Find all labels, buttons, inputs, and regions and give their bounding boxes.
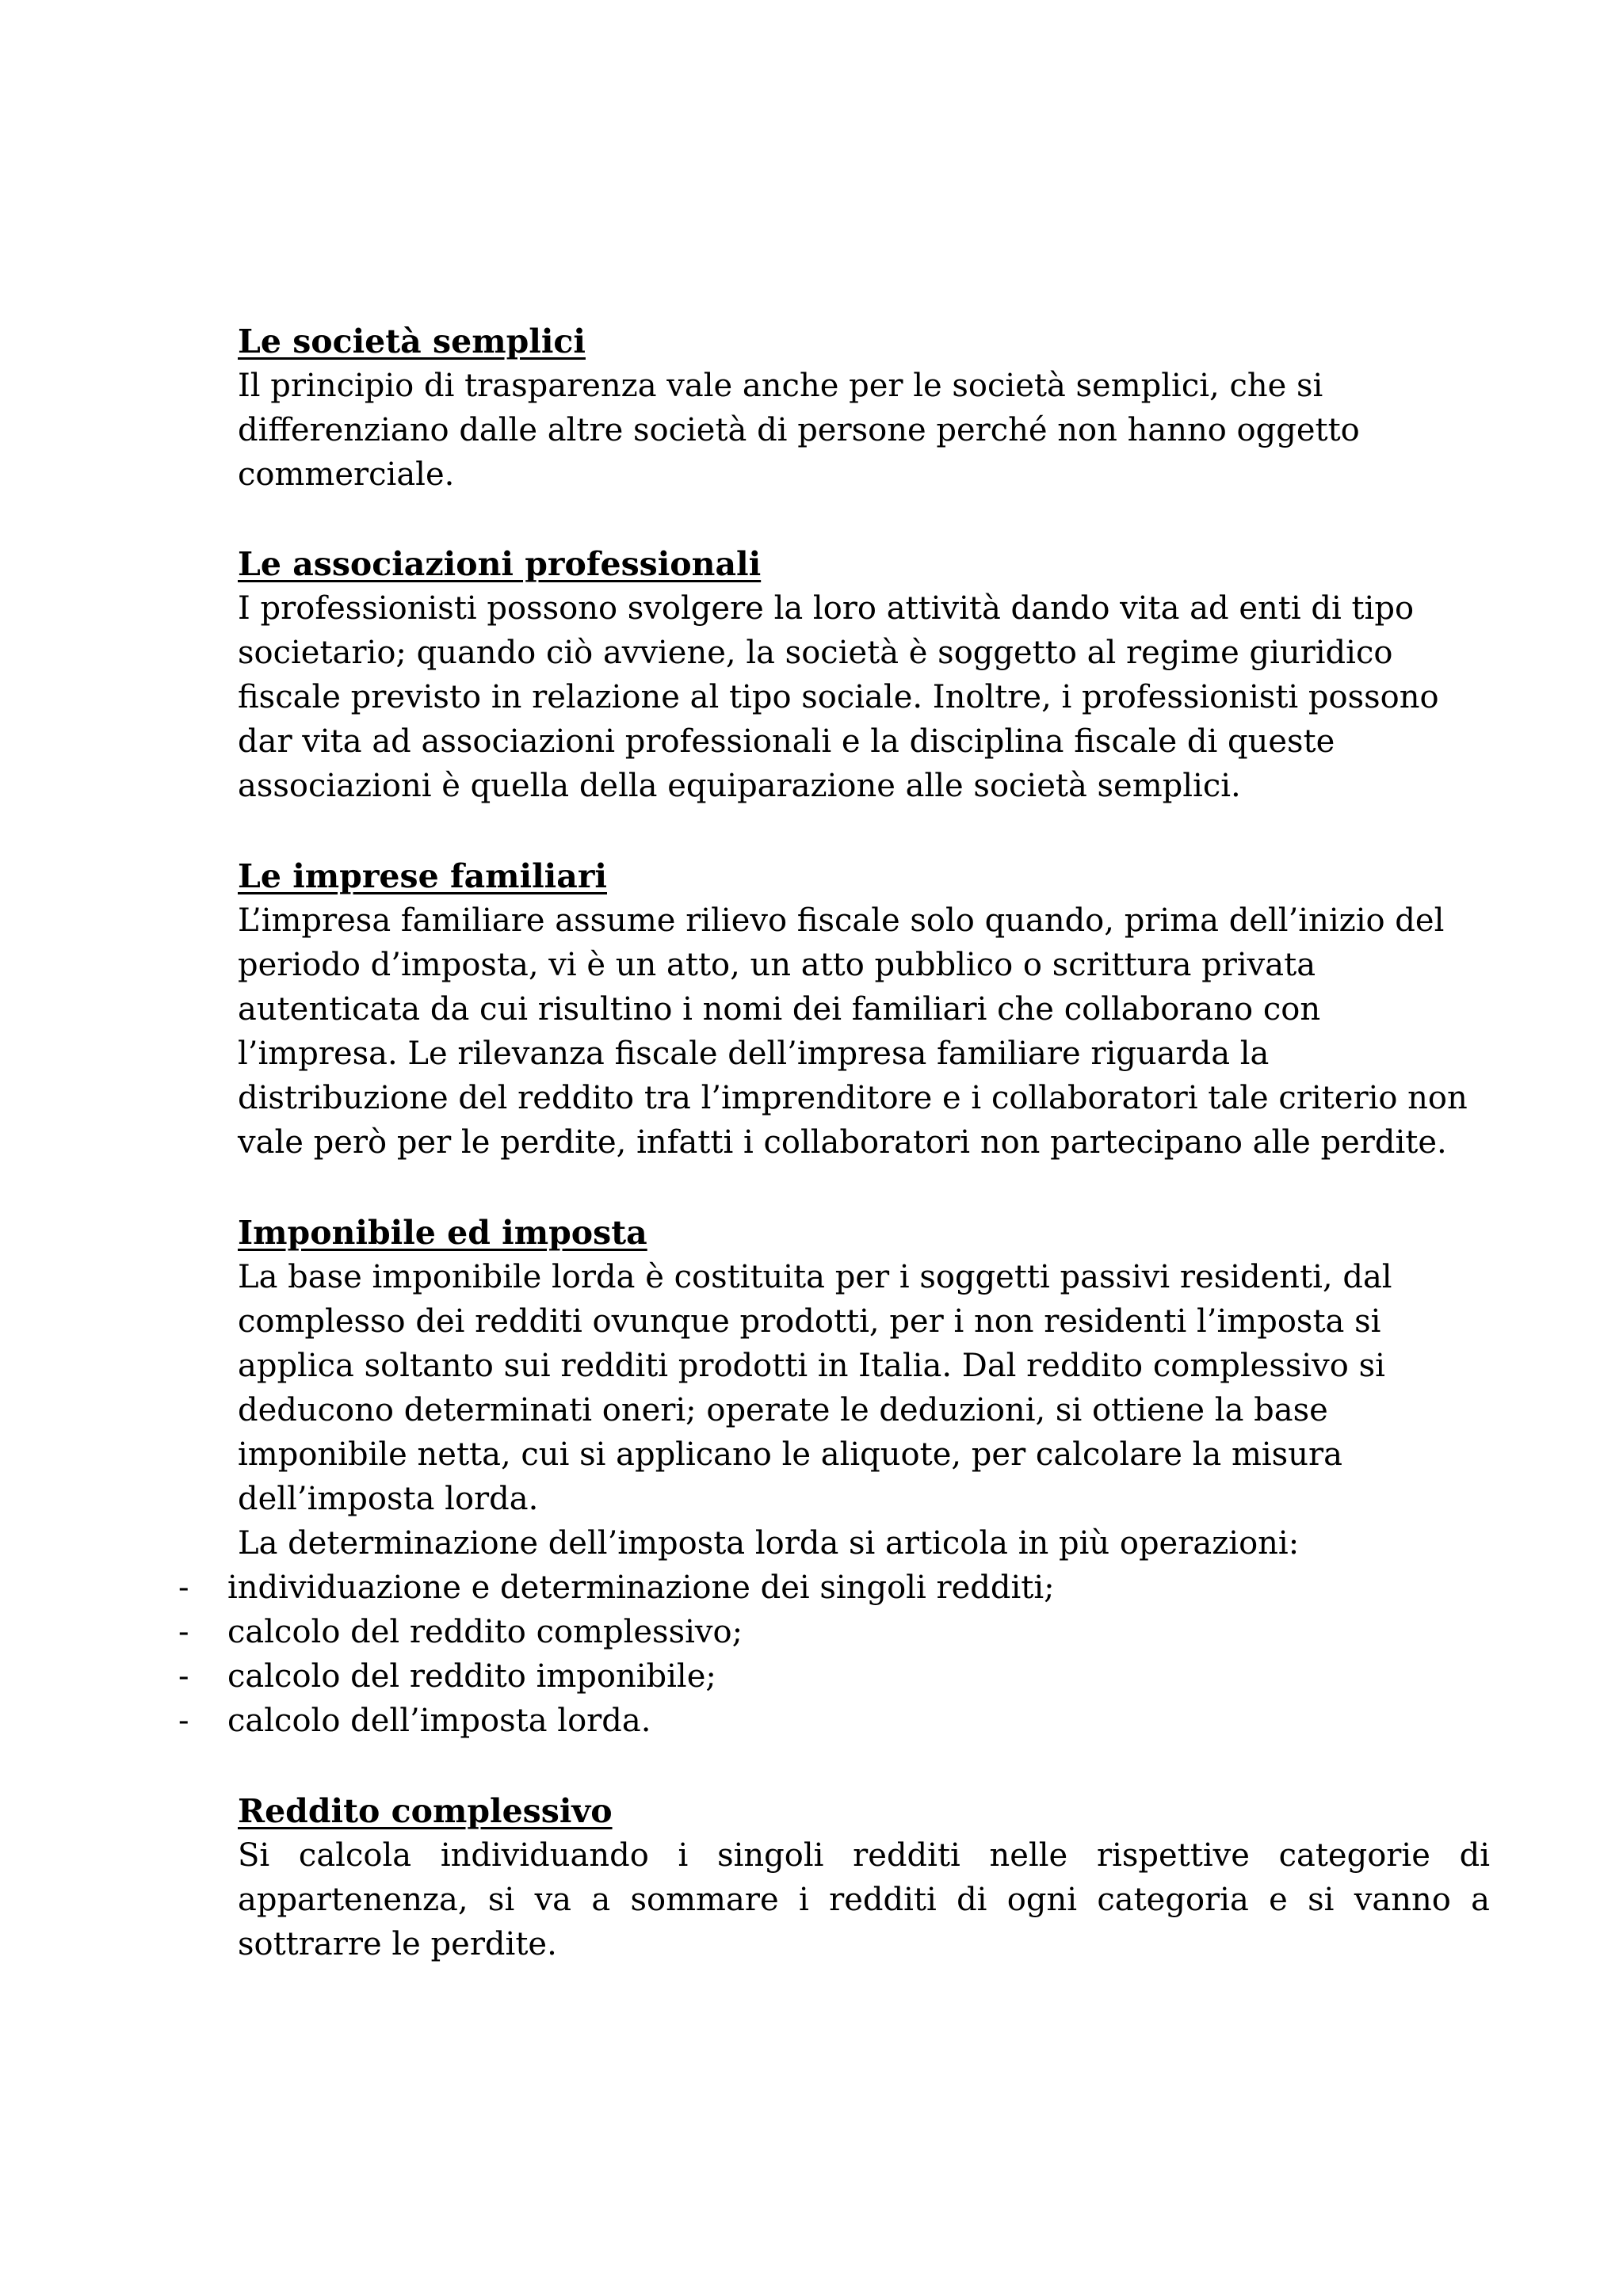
list-item-text: calcolo del reddito complessivo; — [227, 1614, 743, 1650]
paragraph-line: autenticata da cui risultino i nomi dei familiari che collaborano con — [238, 991, 1321, 1028]
paragraph-line: L’impresa familiare assume rilievo fiscale solo quando, prima dell’inizio del — [238, 902, 1445, 939]
dash-bullet-icon: - — [178, 1614, 189, 1650]
paragraph-line: l’impresa. Le rilevanza fiscale dell’impresa familiare riguarda la — [238, 1035, 1270, 1072]
section-heading: Le imprese familiari — [238, 857, 607, 895]
paragraph-line: imponibile netta, cui si applicano le aliquote, per calcolare la misura — [238, 1436, 1342, 1473]
section-societa-semplici — [238, 319, 1490, 497]
list-item-text: calcolo del reddito imponibile; — [227, 1658, 716, 1695]
paragraph-line: distribuzione del reddito tra l’imprenditore e i collaboratori tale criterio non — [238, 1080, 1468, 1116]
paragraph-line: dar vita ad associazioni professionali e la disciplina fiscale di queste — [238, 723, 1335, 760]
paragraph-line: I professionisti possono svolgere la loro attività dando vita ad enti di tipo — [238, 590, 1415, 627]
paragraph-line: commerciale. — [238, 456, 455, 493]
dash-bullet-icon: - — [178, 1703, 189, 1739]
paragraph-line: applica soltanto sui redditi prodotti in Italia. Dal reddito complessivo si — [238, 1348, 1385, 1384]
section-heading: Reddito complessivo — [238, 1792, 613, 1830]
list-item — [0, 1654, 1623, 1699]
list-item-text: calcolo dell’imposta lorda. — [227, 1703, 651, 1739]
paragraph-line: complesso dei redditi ovunque prodotti, per i non residenti l’imposta si — [238, 1303, 1381, 1340]
list-item-text: individuazione e determinazione dei singoli redditi; — [227, 1569, 1055, 1606]
paragraph-line: sottrarre le perdite. — [238, 1926, 557, 1962]
section-imprese-familiari — [238, 854, 1490, 1165]
operations-list — [0, 1566, 1623, 1743]
paragraph-line: fiscale previsto in relazione al tipo sociale. Inoltre, i professionisti possono — [238, 679, 1439, 715]
section-reddito-complessivo — [238, 1789, 1490, 1966]
list-item — [0, 1566, 1623, 1610]
paragraph-line: appartenenza, si va a sommare i redditi di ogni categoria e si vanno a — [238, 1882, 1490, 1918]
paragraph-line: deducono determinati oneri; operate le deduzioni, si ottiene la base — [238, 1392, 1328, 1428]
section-heading: Le associazioni professionali — [238, 545, 762, 583]
paragraph-line: societario; quando ciò avviene, la società è soggetto al regime giuridico — [238, 635, 1393, 671]
dash-bullet-icon: - — [178, 1658, 189, 1695]
paragraph-line: vale però per le perdite, infatti i collaboratori non partecipano alle perdite. — [238, 1124, 1447, 1161]
paragraph-line: dell’imposta lorda. — [238, 1481, 539, 1517]
paragraph-line: associazioni è quella della equiparazione alle società semplici. — [238, 768, 1241, 804]
section-heading: Le società semplici — [238, 322, 586, 360]
list-item — [0, 1610, 1623, 1654]
section-associazioni-professionali — [238, 542, 1490, 808]
paragraph-line: periodo d’imposta, vi è un atto, un atto pubblico o scrittura privata — [238, 947, 1316, 983]
paragraph-line: Il principio di trasparenza vale anche per le società semplici, che si — [238, 368, 1323, 404]
paragraph-line: La base imponibile lorda è costituita per i soggetti passivi residenti, dal — [238, 1259, 1392, 1295]
paragraph-line: differenziano dalle altre società di persone perché non hanno oggetto — [238, 412, 1360, 448]
paragraph-line: La determinazione dell’imposta lorda si articola in più operazioni: — [238, 1525, 1300, 1562]
paragraph-line: Si calcola individuando i singoli redditi nelle rispettive categorie di — [238, 1837, 1490, 1874]
section-imponibile-imposta — [238, 1211, 1490, 1566]
list-item — [0, 1699, 1623, 1743]
section-heading: Imponibile ed imposta — [238, 1214, 647, 1252]
dash-bullet-icon: - — [178, 1569, 189, 1606]
